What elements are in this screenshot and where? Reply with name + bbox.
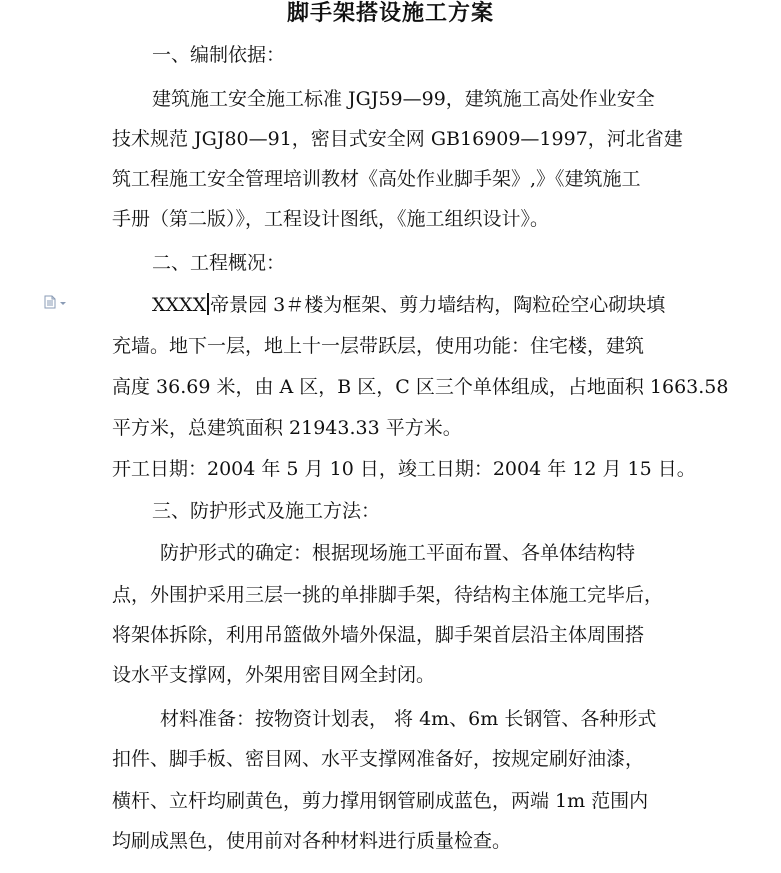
text-line: 点，外围护采用三层一挑的单排脚手架，待结构主体施工完毕后， bbox=[112, 584, 664, 606]
text-line: 设水平支撑网，外架用密目网全封闭。 bbox=[112, 664, 436, 686]
document-icon[interactable] bbox=[44, 294, 70, 308]
text-line: 扣件、脚手板、密目网、水平支撑网准备好，按规定刷好油漆， bbox=[112, 748, 645, 770]
text-line-with-cursor[interactable] bbox=[152, 292, 665, 318]
text-line: 充墙。地下一层，地上十一层带跃层，使用功能：住宅楼，建筑 bbox=[112, 335, 645, 357]
text-line: 材料准备：按物资计划表， 将 4m、6m 长钢管、各种形式 bbox=[160, 708, 657, 730]
text-line: 均刷成黑色，使用前对各种材料进行质量检查。 bbox=[112, 830, 512, 852]
text-cursor bbox=[207, 293, 209, 315]
text-line: 高度 36.69 米，由 A 区，B 区，C 区三个单体组成，占地面积 1663.58 bbox=[112, 376, 729, 398]
text-line: 手册（第二版）》，工程设计图纸，《施工组织设计》。 bbox=[112, 208, 550, 230]
project-desc: 帝景园 3＃楼为框架、剪力墙结构，陶粒砼空心砌块填 bbox=[210, 294, 666, 316]
text-line: 横杆、立杆均刷黄色，剪力撑用钢管刷成蓝色，两端 1m 范围内 bbox=[112, 790, 649, 812]
text-line: 技术规范 JGJ80—91，密目式安全网 GB16909—1997，河北省建 bbox=[112, 128, 683, 150]
project-code: XXXX bbox=[152, 294, 207, 316]
text-line: 建筑施工安全施工标准 JGJ59—99，建筑施工高处作业安全 bbox=[152, 88, 655, 110]
section-heading-methods: 三、防护形式及施工方法： bbox=[152, 500, 381, 522]
text-line: 将架体拆除，利用吊篮做外墙外保温，脚手架首层沿主体周围搭 bbox=[112, 624, 645, 646]
document-title: 脚手架搭设施工方案 bbox=[286, 0, 494, 26]
text-line: 平方米，总建筑面积 21943.33 平方米。 bbox=[112, 417, 462, 439]
section-heading-basis: 一、编制依据： bbox=[152, 44, 286, 66]
text-line: 筑工程施工安全管理培训教材《高处作业脚手架》,》《建筑施工 bbox=[112, 168, 641, 190]
section-heading-overview: 二、工程概况： bbox=[152, 252, 286, 274]
text-line: 防护形式的确定：根据现场施工平面布置、各单体结构特 bbox=[160, 542, 636, 564]
dates-line: 开工日期：2004 年 5 月 10 日，竣工日期：2004 年 12 月 15 日。 bbox=[112, 458, 696, 480]
